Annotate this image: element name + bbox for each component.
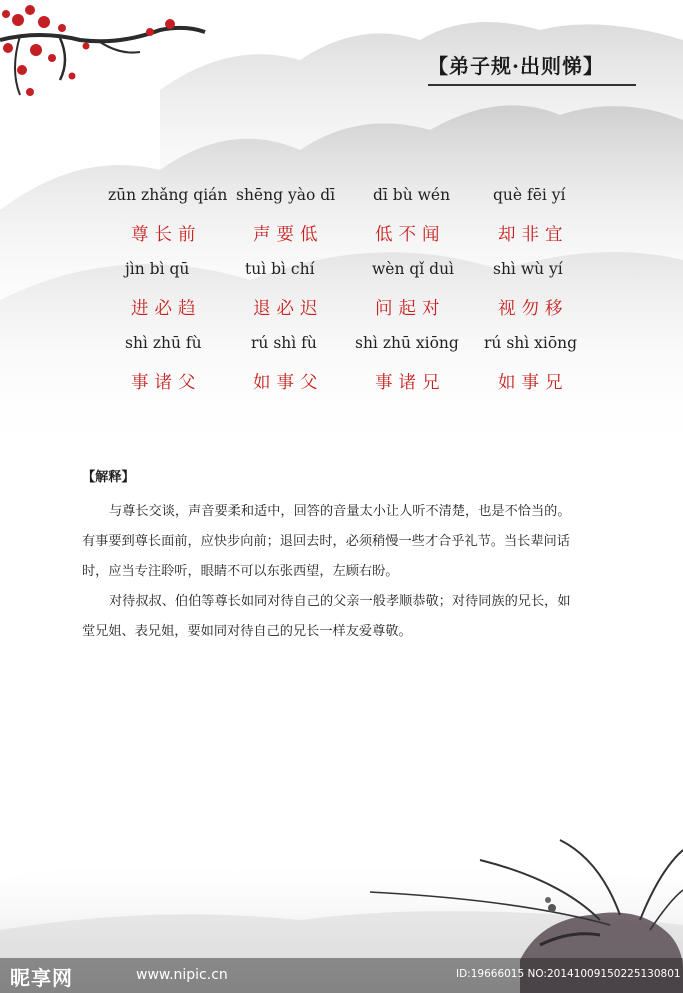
explanation-line: 堂兄姐、表兄姐，要如同对待自己的兄长一样友爱尊敬。: [82, 624, 412, 639]
explanation-line: 有事要到尊长面前，应快步向前；退回去时，必须稍慢一些才合乎礼节。当长辈问话: [82, 534, 570, 549]
pinyin-line: què fēi yí: [493, 186, 566, 204]
verse-line: 却非宜: [498, 225, 569, 245]
title-banner: [428, 44, 636, 86]
pinyin-line: zūn zhǎng qián: [108, 186, 228, 204]
verse-line: 声要低: [253, 225, 324, 245]
explanation-line: 对待叔叔、伯伯等尊长如同对待自己的父亲一般孝顺恭敬；对待同族的兄长，如: [109, 594, 571, 609]
pinyin-line: shì wù yí: [493, 260, 563, 278]
hanzi-row: [100, 291, 600, 328]
verse-line: 视勿移: [498, 299, 569, 319]
verse-line: 问起对: [375, 299, 446, 319]
watermark-url: www.nipic.cn: [136, 967, 228, 983]
pinyin-row: [100, 180, 600, 217]
verse-line: 尊长前: [131, 225, 202, 245]
watermark-logo: 昵享网: [10, 966, 73, 990]
pinyin-line: tuì bì chí: [245, 260, 315, 278]
verse-block: [100, 180, 600, 402]
pinyin-line: rú shì xiōng: [484, 334, 578, 352]
verse-line: 如事父: [253, 373, 324, 393]
verse-line: 事诸兄: [375, 373, 446, 393]
verse-line: 事诸父: [131, 373, 202, 393]
pinyin-line: shì zhū fù: [125, 334, 202, 352]
pinyin-line: shēng yào dī: [236, 186, 336, 204]
page-title: 【弟子规·出则悌】: [428, 53, 604, 78]
explanation-line: 时，应当专注聆听，眼睛不可以东张西望，左顾右盼。: [82, 564, 399, 579]
pinyin-line: jìn bì qū: [125, 260, 190, 278]
pinyin-row: [100, 328, 600, 365]
verse-line: 退必迟: [253, 299, 324, 319]
explanation-line: 与尊长交谈，声音要柔和适中，回答的音量太小让人听不清楚，也是不恰当的。: [109, 504, 571, 519]
explanation-section: [82, 466, 622, 647]
watermark-id: ID:19666015 NO:20141009150225130801: [456, 968, 681, 980]
hanzi-row: [100, 217, 600, 254]
verse-line: 进必趋: [131, 299, 202, 319]
hanzi-row: [100, 365, 600, 402]
pinyin-line: wèn qǐ duì: [372, 260, 455, 278]
pinyin-line: dī bù wén: [373, 186, 451, 204]
verse-line: 如事兄: [498, 373, 569, 393]
explanation-heading: 【解释】: [82, 470, 135, 485]
verse-line: 低不闻: [375, 225, 446, 245]
pinyin-line: rú shì fù: [251, 334, 317, 352]
pinyin-row: [100, 254, 600, 291]
pinyin-line: shì zhū xiōng: [355, 334, 459, 352]
